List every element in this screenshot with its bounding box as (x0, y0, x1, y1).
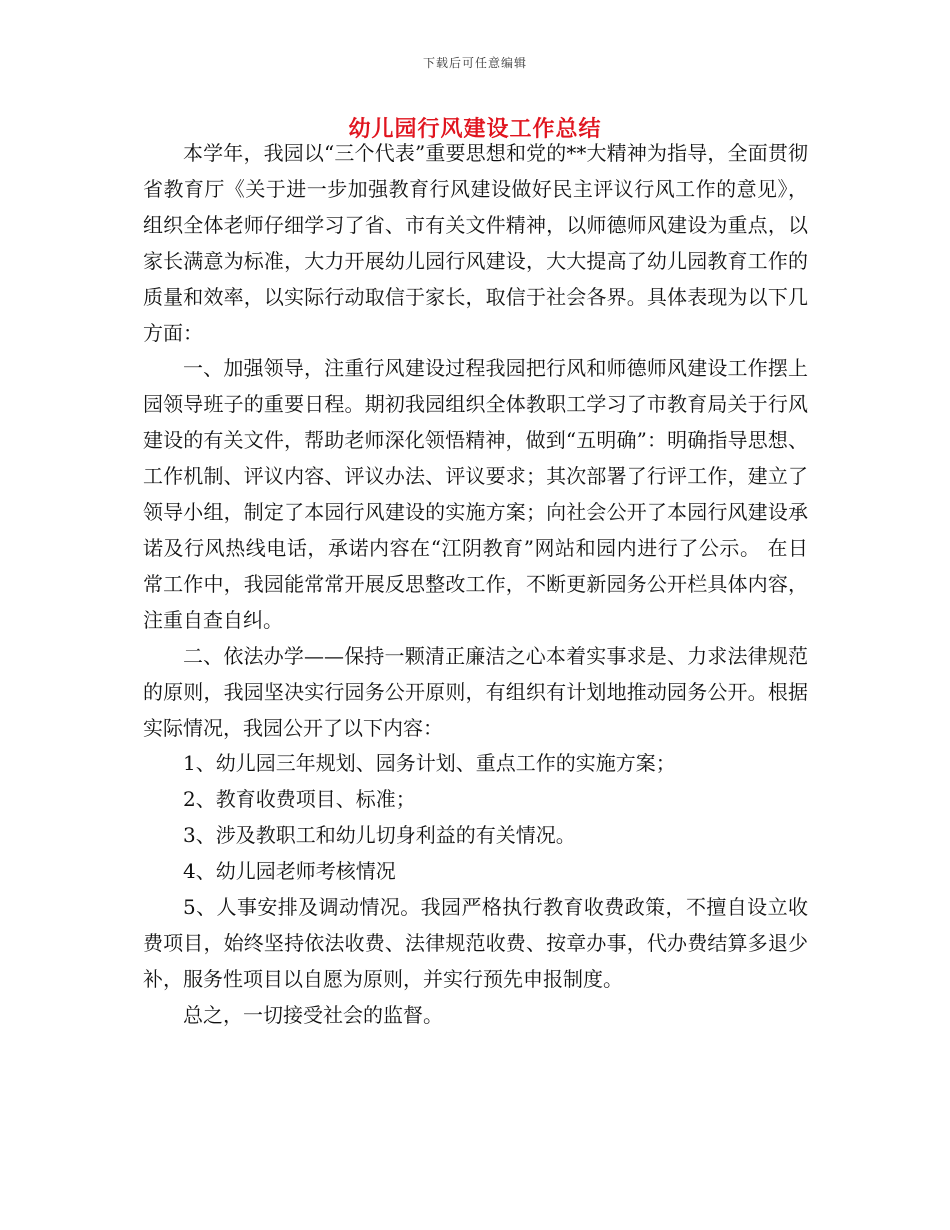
list-item-2: 2、教育收费项目、标准； (183, 787, 416, 812)
header-note: 下载后可任意编辑 (422, 56, 527, 70)
paragraph-section-1: 一、加强领导，注重行风建设过程我园把行风和师德师风建设工作摆上园领导班子的重要日程。期初我园组织全体教职工学习了市教育局关于行风建设的有关文件，帮助老师深化领悟精神，做到“五明确”：明确指导思想、工作机制、评议内容、评议办法、评议要求；其次部署了行评工作，建立了领导小组，制定了本园行风建设的实施方案；向社会公开了本园行风建设承诺及行风热线电话，承诺内容在“江阴教育”网站和园内进行了公示。 在日常工作中，我园能常常开展反思整改工作，不断更新园务公开栏具体内容，注重自查自纠。 (143, 356, 808, 632)
list-item-1: 1、幼儿园三年规划、园务计划、重点工作的实施方案； (183, 751, 676, 776)
list-item-5: 5、人事安排及调动情况。我园严格执行教育收费政策，不擅自设立收费项目，始终坚持依法收费、法律规范收费、按章办事，代办费结算多退少补，服务性项目以自愿为原则，并实行预先申报制度。 (143, 895, 808, 991)
paragraph-intro: 本学年，我园以“三个代表”重要思想和党的**大精神为指导，全面贯彻省教育厅《关于进一步加强教育行风建设做好民主评议行风工作的意见》，组织全体老师仔细学习了省、市有关文件精神，以师德师风建设为重点，以家长满意为标准，大力开展幼儿园行风建设，大大提高了幼儿园教育工作的质量和效率，以实际行动取信于家长，取信于社会各界。具体表现为以下几方面： (143, 141, 808, 345)
paragraph-section-2: 二、依法办学——保持一颗清正廉洁之心本着实事求是、力求法律规范的原则，我园坚决实行园务公开原则，有组织有计划地推动园务公开。根据实际情况，我园公开了以下内容： (143, 643, 808, 740)
list-item-3: 3、涉及教职工和幼儿切身利益的有关情况。 (183, 823, 576, 848)
document-title: 幼儿园行风建设工作总结 (348, 116, 602, 142)
document-body (143, 136, 808, 1034)
paragraph-conclusion: 总之，一切接受社会的监督。 (183, 1002, 443, 1027)
list-item-4: 4、幼儿园老师考核情况 (183, 859, 396, 884)
